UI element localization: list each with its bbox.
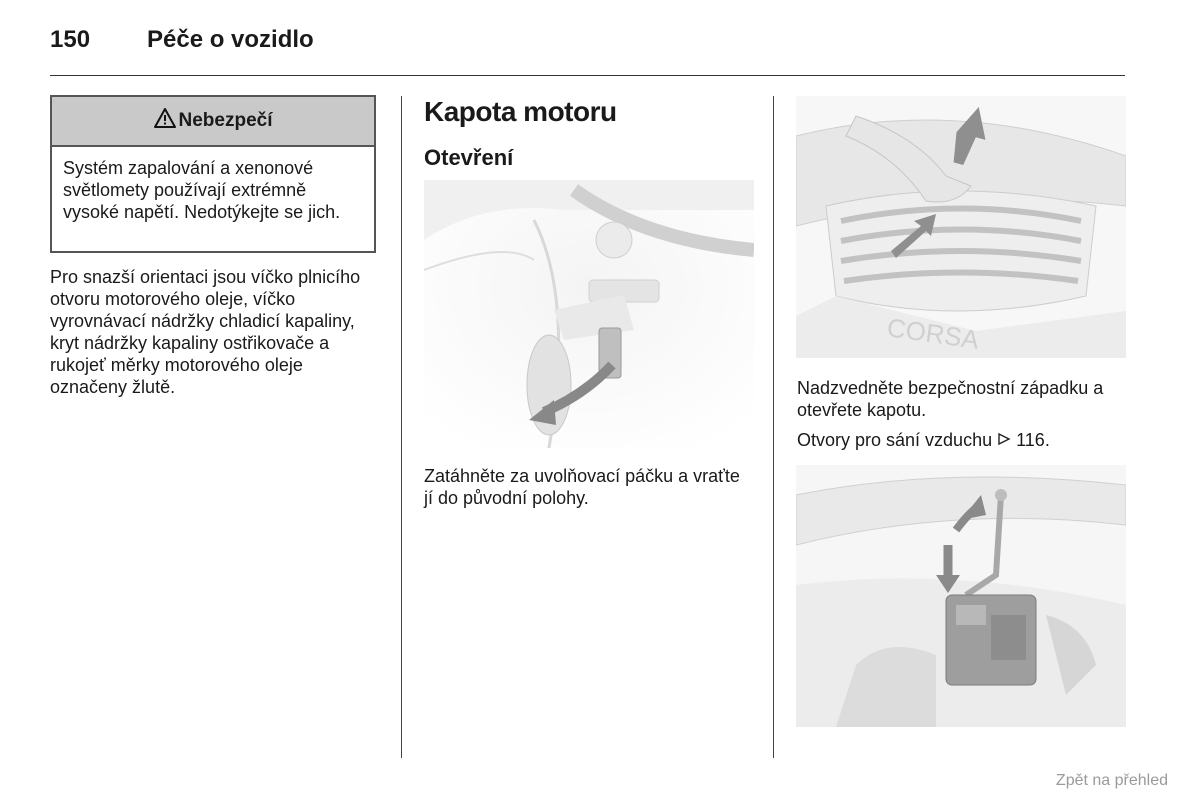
release-lever-illustration [424,180,754,448]
page-reference-arrow-icon [997,429,1011,451]
column-divider-1 [401,96,402,758]
hood-stay-illustration [796,465,1126,727]
section-subtitle: Otevření [424,145,514,170]
section-title: Kapota motoru [424,96,617,127]
header-rule [50,75,1125,76]
danger-text: Systém zapalování a xenonové světlomety používají extrémně vysoké napětí. Nedotýkejte se jich. [63,158,341,222]
warning-triangle-icon [154,108,176,134]
air-intake-page-link[interactable]: 116. [1016,430,1050,450]
column-divider-2 [773,96,774,758]
grille-badge-text: CORSA [885,312,981,355]
danger-title: Nebezpečí [178,110,273,131]
step1-text: Zatáhněte za uvolňovací páčku a vraťte jí do původní polohy. [424,466,740,508]
step2-text: Nadzvedněte bezpečnostní západku a otevřete kapotu. [797,378,1104,420]
back-to-overview-link[interactable]: Zpět na přehled [1055,772,1168,789]
chapter-title: Péče o vozidlo [147,26,314,53]
danger-header [52,97,374,147]
air-intake-text: Otvory pro sání vzduchu [797,430,993,450]
page-number: 150 [50,26,91,53]
hood-latch-illustration [796,96,1126,358]
orientation-paragraph: Pro snazší orientaci jsou víčko plnicího otvoru motorového oleje, víčko vyrovnávací nádržky chladicí kapaliny, kryt nádržky kapaliny ostřikovače a rukojeť měrky motorového oleje označeny žlutě. [50,267,361,397]
air-intake-reference [797,429,1127,451]
danger-notice [50,95,376,253]
